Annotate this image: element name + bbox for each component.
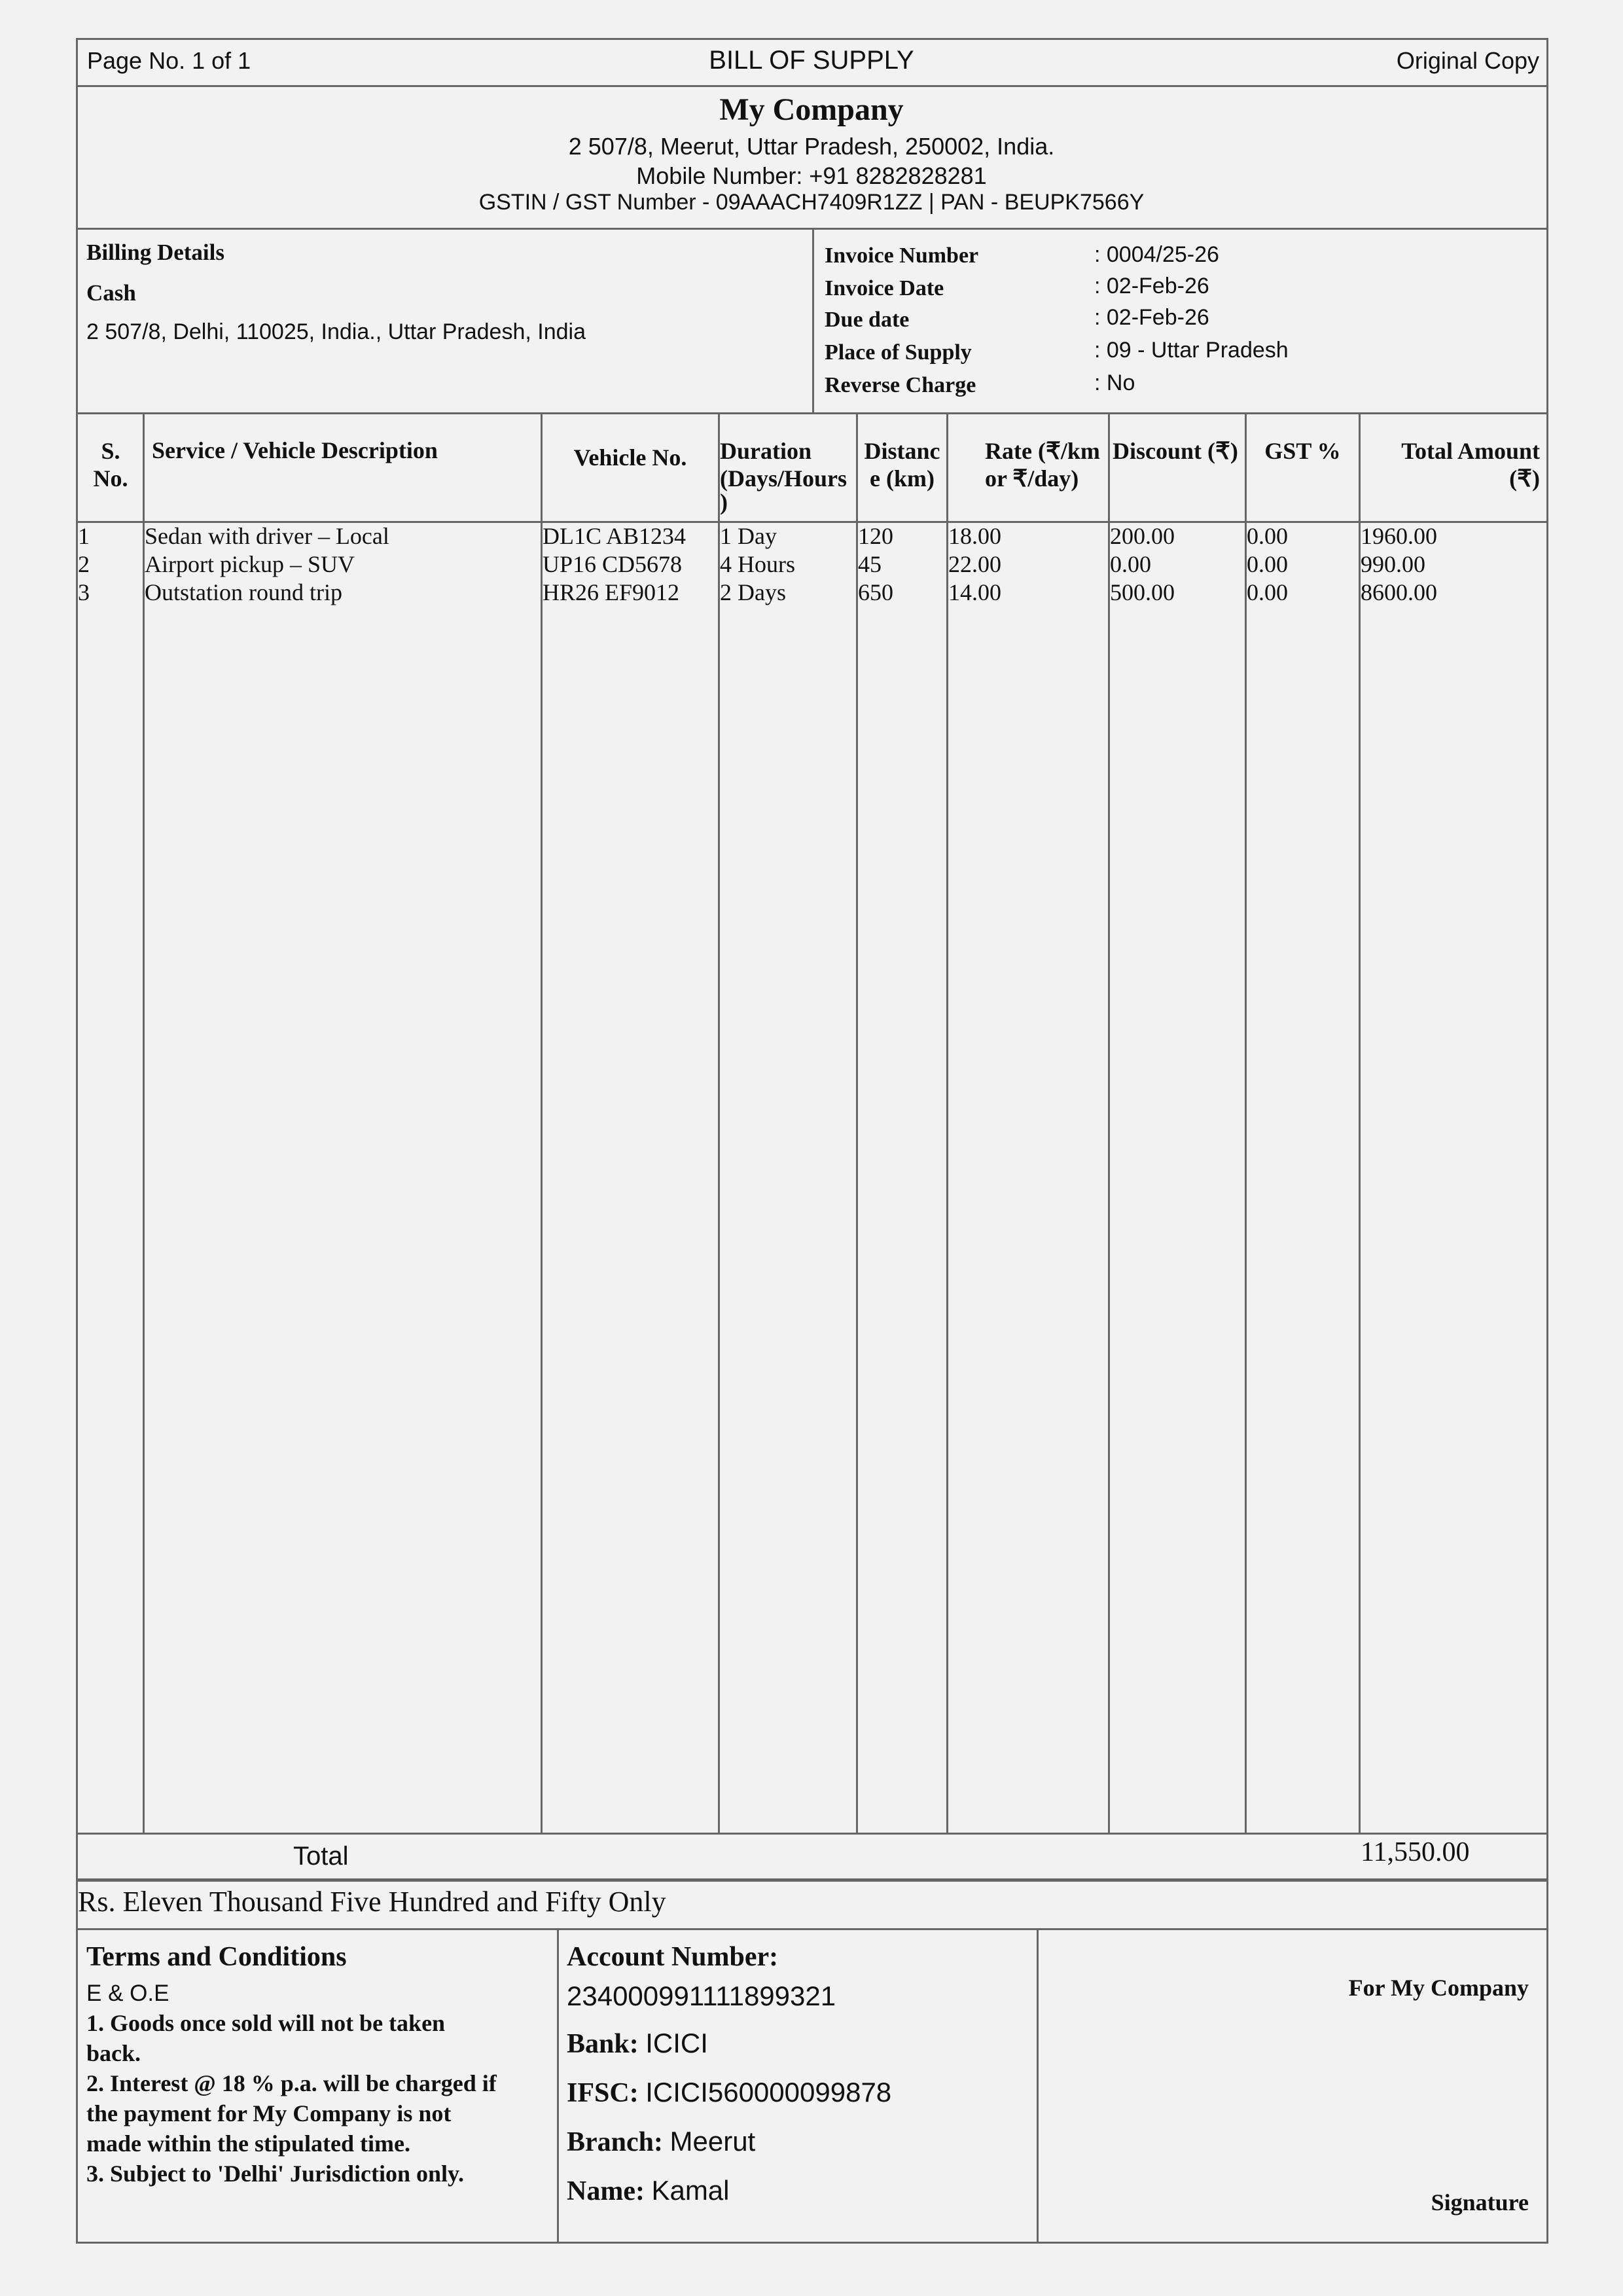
row-2-rate: 22.00 [948, 551, 1001, 577]
row-2-gst: 0.00 [1247, 551, 1288, 577]
column-divider [1245, 412, 1247, 1834]
ifsc-row [567, 2077, 891, 2109]
page-number: Page No. 1 of 1 [87, 47, 251, 74]
billing-name: Cash [86, 280, 136, 306]
divider [812, 228, 814, 414]
divider [76, 1928, 1548, 1930]
column-divider [557, 1928, 559, 2244]
header-discount: Discount (₹) [1113, 438, 1238, 464]
account-number-value: 234000991111899321 [567, 1981, 836, 2011]
row-1-sno: 1 [78, 523, 90, 549]
row-2-sno: 2 [78, 551, 90, 577]
row-2-vehicle: UP16 CD5678 [543, 551, 683, 577]
row-3-duration: 2 Days [720, 579, 786, 605]
column-divider [718, 412, 720, 1834]
bank-value: ICICI [645, 2028, 708, 2058]
column-divider [541, 412, 543, 1834]
terms-list [86, 2008, 497, 2189]
terms-line: 1. Goods once sold will not be taken [86, 2010, 446, 2036]
row-3-sno: 3 [78, 579, 90, 605]
header-vehicle-no: Vehicle No. [573, 444, 687, 471]
document-title: BILL OF SUPPLY [709, 46, 914, 75]
company-address: 2 507/8, Meerut, Uttar Pradesh, 250002, India. [568, 133, 1055, 160]
signature-label: Signature [1431, 2189, 1529, 2215]
terms-line: back. [86, 2040, 141, 2066]
copy-type: Original Copy [1396, 47, 1539, 74]
row-1-description: Sedan with driver – Local [145, 523, 389, 549]
branch-row [567, 2126, 755, 2158]
invoice-number-label: Invoice Number [825, 243, 979, 268]
divider [76, 1878, 1548, 1882]
divider [76, 85, 1548, 87]
row-1-vehicle: DL1C AB1234 [543, 523, 687, 549]
reverse-charge-label: Reverse Charge [825, 373, 976, 397]
terms-line: made within the stipulated time. [86, 2130, 410, 2157]
header-distance: Distanc e (km) [864, 438, 940, 492]
row-1-distance: 120 [858, 523, 893, 549]
column-divider [143, 412, 145, 1834]
terms-line: 3. Subject to 'Delhi' Jurisdiction only. [86, 2161, 465, 2187]
row-2-distance: 45 [858, 551, 882, 577]
row-2-discount: 0.00 [1110, 551, 1151, 577]
row-3-total: 8600.00 [1361, 579, 1437, 605]
divider [76, 1833, 1548, 1835]
place-of-supply-label: Place of Supply [825, 340, 972, 365]
terms-eoe: E & O.E [86, 1981, 169, 2006]
row-1-discount: 200.00 [1110, 523, 1175, 549]
name-label: Name: [567, 2176, 645, 2206]
for-company: For My Company [1348, 1975, 1529, 2001]
branch-value: Meerut [669, 2126, 756, 2157]
company-gstin-pan: GSTIN / GST Number - 09AAACH7409R1ZZ | PAN - BEUPK7566Y [478, 190, 1145, 215]
row-2-description: Airport pickup – SUV [145, 551, 355, 577]
row-3-distance: 650 [858, 579, 893, 605]
bank-row [567, 2028, 708, 2060]
due-date-label: Due date [825, 308, 910, 332]
row-3-vehicle: HR26 EF9012 [543, 579, 680, 605]
account-number-label: Account Number: [567, 1942, 779, 1972]
header-rate: Rate (₹/km or ₹/day) [985, 438, 1100, 492]
total-label: Total [293, 1842, 349, 1871]
name-value: Kamal [651, 2175, 730, 2206]
header-total-amount: Total Amount (₹) [1401, 438, 1540, 492]
column-divider [1108, 412, 1110, 1834]
billing-title: Billing Details [86, 240, 224, 265]
header-description: Service / Vehicle Description [152, 437, 438, 463]
bank-label: Bank: [567, 2029, 639, 2059]
row-1-total: 1960.00 [1361, 523, 1437, 549]
name-row [567, 2175, 730, 2207]
header-duration: Duration (Days/Hours ) [720, 438, 847, 515]
terms-line: the payment for My Company is not [86, 2100, 452, 2126]
total-value: 11,550.00 [1361, 1837, 1470, 1867]
invoice-date-label: Invoice Date [825, 276, 944, 300]
row-1-duration: 1 Day [720, 523, 777, 549]
company-mobile: Mobile Number: +91 8282828281 [636, 162, 987, 189]
row-1-rate: 18.00 [948, 523, 1001, 549]
row-3-gst: 0.00 [1247, 579, 1288, 605]
column-divider [1359, 412, 1361, 1834]
column-divider [946, 412, 948, 1834]
invoice-number-value: : 0004/25-26 [1094, 242, 1219, 267]
row-1-gst: 0.00 [1247, 523, 1288, 549]
company-name: My Company [719, 92, 904, 127]
row-3-rate: 14.00 [948, 579, 1001, 605]
amount-in-words: Rs. Eleven Thousand Five Hundred and Fifty Only [78, 1886, 666, 1918]
billing-address: 2 507/8, Delhi, 110025, India., Uttar Pradesh, India [86, 319, 586, 344]
header-sno: S. No. [93, 438, 128, 492]
header-gst: GST % [1264, 438, 1341, 464]
due-date-value: : 02-Feb-26 [1094, 305, 1209, 330]
place-of-supply-value: : 09 - Uttar Pradesh [1094, 338, 1289, 363]
branch-label: Branch: [567, 2127, 663, 2157]
terms-title: Terms and Conditions [86, 1942, 347, 1972]
reverse-charge-value: : No [1094, 370, 1135, 395]
row-3-description: Outstation round trip [145, 579, 342, 605]
column-divider [856, 412, 858, 1834]
row-3-discount: 500.00 [1110, 579, 1175, 605]
terms-line: 2. Interest @ 18 % p.a. will be charged if [86, 2070, 497, 2096]
ifsc-label: IFSC: [567, 2078, 639, 2108]
column-divider [1037, 1928, 1039, 2244]
ifsc-value: ICICI560000099878 [645, 2077, 892, 2108]
row-2-duration: 4 Hours [720, 551, 795, 577]
invoice-date-value: : 02-Feb-26 [1094, 274, 1209, 298]
divider [76, 412, 1548, 414]
row-2-total: 990.00 [1361, 551, 1425, 577]
